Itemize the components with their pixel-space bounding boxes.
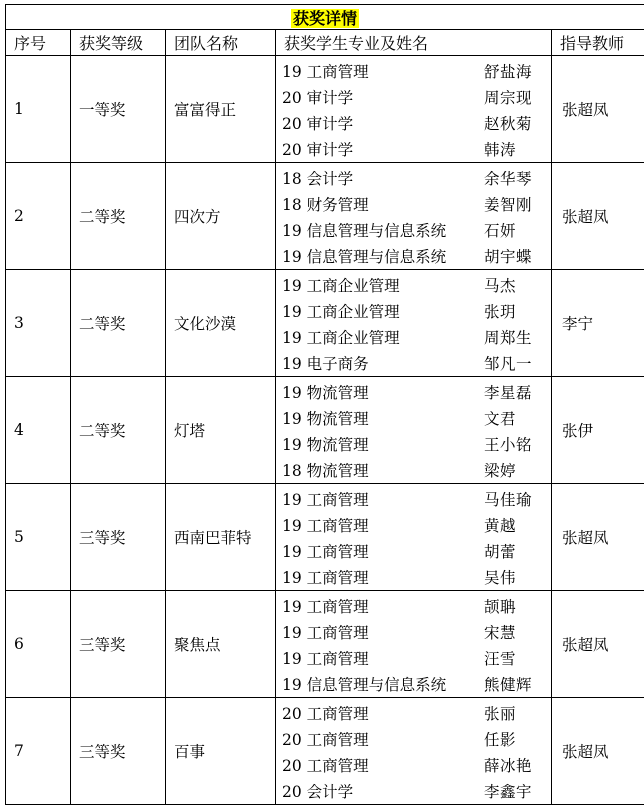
member-major: 19 工商管理 xyxy=(276,60,478,82)
member-major: 19 物流管理 xyxy=(276,433,478,455)
member-name: 张丽 xyxy=(478,702,516,724)
member-line xyxy=(276,645,551,671)
member-major: 19 工商企业管理 xyxy=(276,300,478,322)
table-row xyxy=(6,270,644,377)
header-level: 获奖等级 xyxy=(71,30,166,56)
member-name: 余华琴 xyxy=(478,167,532,189)
member-line xyxy=(276,726,551,752)
row-team: 灯塔 xyxy=(166,377,276,484)
member-line xyxy=(276,298,551,324)
row-members xyxy=(276,56,552,163)
member-major: 19 信息管理与信息系统 xyxy=(276,219,478,241)
member-name: 胡蕾 xyxy=(478,540,516,562)
member-line xyxy=(276,58,551,84)
member-line xyxy=(276,136,551,162)
member-line xyxy=(276,379,551,405)
member-line xyxy=(276,84,551,110)
row-members xyxy=(276,591,552,698)
member-name: 王小铭 xyxy=(478,433,532,455)
member-major: 18 物流管理 xyxy=(276,459,478,481)
row-members xyxy=(276,698,552,805)
member-line xyxy=(276,564,551,590)
row-team: 西南巴菲特 xyxy=(166,484,276,591)
member-major: 18 财务管理 xyxy=(276,193,478,215)
member-line xyxy=(276,217,551,243)
row-members xyxy=(276,484,552,591)
member-major: 20 审计学 xyxy=(276,86,478,108)
member-name: 任影 xyxy=(478,728,516,750)
member-line xyxy=(276,350,551,376)
member-major: 19 工商管理 xyxy=(276,540,478,562)
table-row xyxy=(6,698,644,805)
member-major: 19 电子商务 xyxy=(276,352,478,374)
member-line xyxy=(276,272,551,298)
member-name: 李鑫宇 xyxy=(478,780,532,802)
member-line xyxy=(276,405,551,431)
member-line xyxy=(276,700,551,726)
row-seq: 7 xyxy=(6,698,71,805)
awards-table xyxy=(5,4,644,805)
row-teacher: 张超凤 xyxy=(552,591,644,698)
member-major: 19 工商管理 xyxy=(276,647,478,669)
member-name: 吴伟 xyxy=(478,566,516,588)
member-name: 周郑生 xyxy=(478,326,532,348)
row-team: 文化沙漠 xyxy=(166,270,276,377)
member-major: 19 信息管理与信息系统 xyxy=(276,245,478,267)
row-seq: 4 xyxy=(6,377,71,484)
table-row xyxy=(6,591,644,698)
member-line xyxy=(276,486,551,512)
row-level: 三等奖 xyxy=(71,698,166,805)
member-name: 周宗现 xyxy=(478,86,532,108)
row-level: 一等奖 xyxy=(71,56,166,163)
row-level: 三等奖 xyxy=(71,591,166,698)
member-name: 黄越 xyxy=(478,514,516,536)
member-name: 石妍 xyxy=(478,219,516,241)
member-name: 薛冰艳 xyxy=(478,754,532,776)
header-students: 获奖学生专业及姓名 xyxy=(276,30,552,56)
member-name: 舒盐海 xyxy=(478,60,532,82)
member-line xyxy=(276,457,551,483)
row-team: 富富得正 xyxy=(166,56,276,163)
member-major: 19 工商管理 xyxy=(276,621,478,643)
row-members xyxy=(276,377,552,484)
member-line xyxy=(276,165,551,191)
member-line xyxy=(276,191,551,217)
member-name: 熊健辉 xyxy=(478,673,532,695)
member-major: 20 工商管理 xyxy=(276,702,478,724)
member-name: 汪雪 xyxy=(478,647,516,669)
table-row xyxy=(6,56,644,163)
member-name: 邹凡一 xyxy=(478,352,532,374)
member-name: 韩涛 xyxy=(478,138,516,160)
member-name: 马杰 xyxy=(478,274,516,296)
member-line xyxy=(276,671,551,697)
member-major: 19 工商管理 xyxy=(276,566,478,588)
member-line xyxy=(276,512,551,538)
row-seq: 2 xyxy=(6,163,71,270)
member-major: 20 会计学 xyxy=(276,780,478,802)
member-name: 姜智刚 xyxy=(478,193,532,215)
table-row xyxy=(6,484,644,591)
member-name: 胡宇蝶 xyxy=(478,245,532,267)
member-name: 赵秋菊 xyxy=(478,112,532,134)
member-line xyxy=(276,431,551,457)
table-row xyxy=(6,163,644,270)
header-seq: 序号 xyxy=(6,30,71,56)
row-members xyxy=(276,270,552,377)
member-major: 19 工商管理 xyxy=(276,514,478,536)
member-line xyxy=(276,110,551,136)
member-major: 20 审计学 xyxy=(276,112,478,134)
row-team: 四次方 xyxy=(166,163,276,270)
row-level: 二等奖 xyxy=(71,163,166,270)
row-teacher: 张超凤 xyxy=(552,484,644,591)
header-row xyxy=(6,30,644,56)
member-major: 19 信息管理与信息系统 xyxy=(276,673,478,695)
member-major: 19 工商企业管理 xyxy=(276,326,478,348)
member-line xyxy=(276,538,551,564)
member-line xyxy=(276,778,551,804)
row-seq: 1 xyxy=(6,56,71,163)
member-major: 19 工商企业管理 xyxy=(276,274,478,296)
member-major: 20 工商管理 xyxy=(276,754,478,776)
row-teacher: 张伊 xyxy=(552,377,644,484)
member-line xyxy=(276,752,551,778)
row-teacher: 张超凤 xyxy=(552,698,644,805)
member-line xyxy=(276,243,551,269)
member-name: 宋慧 xyxy=(478,621,516,643)
header-team: 团队名称 xyxy=(166,30,276,56)
row-level: 三等奖 xyxy=(71,484,166,591)
member-name: 颉聃 xyxy=(478,595,516,617)
member-line xyxy=(276,324,551,350)
row-seq: 5 xyxy=(6,484,71,591)
member-major: 20 审计学 xyxy=(276,138,478,160)
member-name: 马佳瑜 xyxy=(478,488,532,510)
member-major: 19 物流管理 xyxy=(276,381,478,403)
table-title: 获奖详情 xyxy=(291,9,359,28)
member-name: 李星磊 xyxy=(478,381,532,403)
row-members xyxy=(276,163,552,270)
header-teacher: 指导教师 xyxy=(552,30,644,56)
member-major: 18 会计学 xyxy=(276,167,478,189)
table-title-cell xyxy=(6,5,644,30)
row-seq: 3 xyxy=(6,270,71,377)
row-team: 百事 xyxy=(166,698,276,805)
member-name: 文君 xyxy=(478,407,516,429)
member-line xyxy=(276,619,551,645)
member-name: 张玥 xyxy=(478,300,516,322)
row-teacher: 张超凤 xyxy=(552,163,644,270)
member-major: 19 工商管理 xyxy=(276,595,478,617)
member-major: 20 工商管理 xyxy=(276,728,478,750)
row-teacher: 李宁 xyxy=(552,270,644,377)
member-major: 19 物流管理 xyxy=(276,407,478,429)
row-teacher: 张超凤 xyxy=(552,56,644,163)
row-level: 二等奖 xyxy=(71,377,166,484)
member-line xyxy=(276,593,551,619)
row-level: 二等奖 xyxy=(71,270,166,377)
row-team: 聚焦点 xyxy=(166,591,276,698)
table-row xyxy=(6,377,644,484)
row-seq: 6 xyxy=(6,591,71,698)
member-name: 梁婷 xyxy=(478,459,516,481)
member-major: 19 工商管理 xyxy=(276,488,478,510)
